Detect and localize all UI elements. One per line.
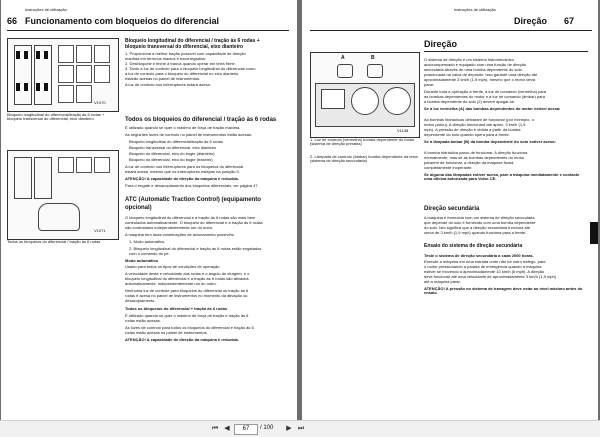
thumb-index-tab: [590, 222, 598, 244]
text-line: Bloqueio do diferencial, eixo do bogie (dianteiro): [129, 151, 215, 156]
text-line: estarão acesas no painel de instrumentos.: [125, 76, 201, 81]
text-line: controlados automaticamente. O bloqueio do diferencial e a tração às 6 rodas: [125, 220, 263, 225]
text-line: dependente do solo quando opera para a frente.: [424, 132, 510, 137]
text-line: rodas estão acesas.: [125, 318, 161, 323]
text-line: 1. Modo automático.: [129, 239, 166, 244]
text-line: do solo. Isto significa que a direção secundária funciona até: [424, 225, 531, 230]
text-line: É utilizado quando se quer o máximo de força de tração e tração às 6: [125, 313, 249, 318]
figure-label: V1138: [397, 128, 409, 133]
figure-label: V1070: [94, 100, 106, 105]
wheel-mark: [24, 83, 28, 91]
text-line: automaticamente, independentemente um do outro.: [125, 281, 217, 286]
text-line: A máquina tem duas combinações de acionamento possíveis:: [125, 232, 235, 237]
sec1-heading-line1: Bloqueio longitudinal do diferencial / tração às 6 rodas +: [125, 38, 260, 44]
text-line: pararem de funcionar, a direção da máquina ficará: [424, 160, 514, 165]
switch-panel-cell: [94, 45, 110, 63]
warning-brake-pressure: ATENÇÃO! A pressão no sistema de travagem deve estar ao nível máximo antes do ensaio.: [424, 286, 583, 296]
indicator-lamp-group: [321, 89, 345, 109]
steering-dashboard-figure: [310, 52, 420, 138]
sec1-heading-line2: bloqueio transversal do diferencial, eixo dianteiro: [125, 44, 244, 50]
first-page-icon[interactable]: ⏮: [211, 425, 219, 432]
text-line: Todos os bloqueios do diferencial + tração às 6 rodas: [125, 306, 228, 311]
text-line: estiver se movendo a aproximadamente 10 km/h (6 mph). A direção: [424, 269, 545, 274]
text-line: O bloqueio longitudinal do diferencial e a tração às 6 rodas são mais bem: [125, 215, 256, 220]
secondary-steering-heading: Direção secundária: [424, 206, 480, 212]
switch-panel-cell: [94, 157, 110, 173]
warning-stop-machine: Se alguma das lâmpadas estiver acesa, pare a máquina imediatamente e contacte uma oficina autorizada para Volvo CE.: [424, 172, 580, 182]
text-line: parar.: [424, 82, 435, 87]
left-page-title: Funcionamento com bloqueios do diferencial: [25, 16, 220, 26]
text-line: Nenhuma luz de controle para bloqueios do diferencial ou tração às 6: [125, 288, 249, 293]
title-rule: [424, 51, 588, 52]
right-page-number: 67: [564, 16, 575, 26]
text-line: o motor pressionando a parada de emergência quando a máquina: [424, 264, 542, 269]
figure-callout-b: B: [371, 55, 375, 61]
sec2-heading: Todos os bloqueios do diferencial / tração às 6 rodas: [125, 117, 277, 123]
atc-heading-line2: opcional): [125, 205, 152, 211]
text-line: 2. Bloqueio longitudinal do diferencial e tração às 6 rodas estão engatados: [129, 246, 262, 251]
right-page: [302, 0, 598, 420]
text-line: Execute a máquina em uma estrada onde não há outro tráfego, pare: [424, 259, 546, 264]
text-line: Usado para todos os tipos de condições de operação: [125, 264, 220, 269]
text-line: que depende do solo é fornecido com uma bomba dependente: [424, 220, 536, 225]
left-header-rule: [7, 30, 289, 31]
diff-lock-figure-2: [7, 150, 119, 240]
switch-panel-cell: [76, 85, 92, 103]
figure-label: V1071: [94, 228, 106, 233]
switch-panel-cell: [76, 157, 92, 173]
warning-amber-lamp: Se a lâmpada âmbar (B) da bomba dependente do solo estiver acesa:: [424, 139, 556, 144]
text-line: a luz de controlo para o bloqueio do diferencial no eixo dianteiro: [125, 71, 239, 76]
warning-text: ATENÇÃO! A capacidade de direção da máquina é reduzida.: [125, 176, 239, 181]
text-line: a bomba dependente do solo (2) devem apagar-se.: [424, 99, 516, 104]
text-line: Para o engate e desacoplamento dos bloqueios diferenciais, ver página 47.: [125, 183, 259, 188]
wheel-mark: [44, 83, 48, 91]
left-page: [1, 0, 297, 420]
text-line: rodas é acesa no painel de instrumentos no momento da ativação ou: [125, 293, 248, 298]
text-line: A máquina é fornecida com um sistema de direção secundária: [424, 215, 535, 220]
left-header-small: Instruções de utilização: [25, 7, 67, 12]
warning-red-lamp: Se a luz vermelha (A) das bombas dependentes do motor estiver acesa:: [424, 106, 561, 111]
text-line: Bloqueio transversal do diferencial, eixo dianteiro: [129, 145, 217, 150]
steering-warning-icon-amber: [367, 64, 383, 78]
text-line: até a máquina parar.: [424, 279, 461, 284]
text-line: autocompensado e equipado com uma função de direção: [424, 62, 527, 67]
text-line: posicionada na caixa de depósito. Isso garante uma direção até: [424, 72, 538, 77]
diff-lock-figure-1: [7, 38, 119, 112]
text-line: estará acesa, mesmo que os interruptores estejam na posição 0.: [125, 169, 240, 174]
text-line: O sistema de direção é um sistema hidromecânico: [424, 57, 514, 62]
steering-warning-icon-red: [337, 64, 353, 78]
figure-2-caption: Todos os bloqueios do diferencial / tração às 6 rodas: [7, 239, 101, 244]
warning-text: ATENÇÃO! A capacidade de direção da máquina é reduzida.: [125, 337, 239, 342]
page-total: / 100: [260, 425, 274, 431]
pdf-navigation-toolbar: [0, 420, 600, 437]
text-line: as bombas dependentes do motor e a luz de comando (âmbar) para: [424, 94, 545, 99]
text-line: As luzes de controlo para todos os bloqueios do diferencial e tração às 6: [125, 325, 254, 330]
vehicle-outline-3: [14, 157, 32, 199]
right-header-title: Direção: [514, 16, 548, 26]
text-line: com o comando do pé.: [129, 251, 170, 256]
switch-panel-cell: [76, 65, 92, 83]
switch-panel-cell: [94, 65, 110, 83]
wheel-mark: [16, 83, 20, 91]
text-line: motor parou). A direção funcionará até aprox. 3 km/h (1,9: [424, 122, 526, 127]
atc-heading-line1: ATC (Automatic Traction Control) (equipamento: [125, 197, 261, 203]
text-line: desacoplamento.: [125, 298, 156, 303]
text-line: são controlados independentemente um do outro.: [125, 225, 214, 230]
wheel-mark: [36, 83, 40, 91]
switch-panel-cell: [58, 45, 74, 63]
text-line: É utilizado quando se quer o máximo de força de tração máxima.: [125, 125, 241, 130]
wheel-mark: [24, 51, 28, 59]
text-line: Teste o sistema de direção secundária a cada 2000 horas.: [424, 253, 534, 258]
next-page-icon[interactable]: ▶: [286, 425, 292, 432]
wheel-mark: [36, 51, 40, 59]
text-line: rodas estão acesas no painel de instrumentos.: [125, 330, 208, 335]
page-number-value: 67: [242, 426, 250, 432]
right-page-title: Direção: [424, 39, 458, 49]
text-line: A luz de controlo nos interruptores estará acesa.: [125, 82, 211, 87]
text-line: As seguintes luzes de controlo no painel de instrumentos estão acesas:: [125, 132, 252, 137]
test-heading: Ensaio do sistema de direção secundária: [424, 243, 523, 249]
wheel-mark: [16, 51, 20, 59]
text-line: mph). A pressão de direção é obtida a partir da bomba: [424, 127, 521, 132]
figure-1-caption: Bloqueio longitudinal do diferencial/tração às 6 rodas + bloqueio transversal do diferencial, eixo dianteiro: [7, 112, 105, 122]
switch-panel-cell: [58, 157, 74, 173]
text-line: 3. Tanto a luz de controlo para o bloqueio longitudinal do diferencial como: [125, 66, 256, 71]
text-line: bloqueio longitudinal do diferencial e a tração às 6 rodas são ativados: [125, 276, 249, 281]
text-line: Modo automático: [125, 258, 159, 263]
text-line: cerca de 3 km/h (1,9 mph) quando funciona para a frente.: [424, 230, 527, 235]
switch-panel-cell: [58, 65, 74, 83]
right-header-rule: [310, 30, 592, 31]
right-header-small: Instruções de utilização: [454, 7, 496, 12]
text-line: 2. Desbloqueie e feche a tranca quando operar em terra firme.: [125, 61, 236, 66]
previous-page-icon[interactable]: ◀: [224, 425, 230, 432]
text-line: Bloqueio longitudinal do diferencial/tração às 6 rodas: [129, 139, 223, 144]
figure-callout-a: A: [341, 55, 345, 61]
text-line: secundária através de uma bomba dependente do solo: [424, 67, 522, 72]
figure-caption-1: 1. Luz de controlo (vermelha) bomba dependente do motor (sistema de direção primária): [310, 137, 415, 147]
text-line: Durante toda a operação à frente, a luz de comando (vermelha) para: [424, 89, 547, 94]
left-page-number: 66: [7, 16, 18, 26]
text-line: mantida em terrenos macios e escorregadios.: [125, 56, 207, 61]
text-line: completamente inoperante.: [424, 165, 473, 170]
page-number-input[interactable]: [234, 424, 258, 435]
gauge-dial: [383, 87, 411, 115]
text-line: A bomba hidráulica parou de funcionar. A direção funciona: [424, 150, 528, 155]
text-line: aproximadamente 3 km/h (1,9 mph), mesmo que o motor deva: [424, 77, 535, 82]
switch-panel-cell: [58, 85, 74, 103]
text-line: As bombas hidráulicas deixaram de funcionar (por exemplo, o: [424, 117, 534, 122]
vehicle-outline-4: [34, 157, 52, 199]
text-line: 1. Proporciona a melhor tração possível com capacidade de direção: [125, 51, 246, 56]
text-line: deve funcionar até uma velocidade de aproximadamente 3 km/h (1,9 mph): [424, 274, 557, 279]
text-line: A velocidade desta e velocidade das rodas e o ângulo de viragem, e o: [125, 271, 250, 276]
text-line: A luz de controlo nos interruptores para os bloqueios do diferencial: [125, 164, 244, 169]
text-line: Bloqueio do diferencial, eixo do bogie (traseiro): [129, 157, 213, 162]
wheel-mark: [44, 51, 48, 59]
foot-pedal-drawing: [38, 203, 80, 231]
gauge-dial: [351, 87, 379, 115]
text-line: normalmente, mas se as bombas dependentes do motor: [424, 155, 525, 160]
last-page-icon[interactable]: ⏭: [297, 425, 305, 432]
figure-caption-2: 2. Lâmpada de controlo (âmbar) bomba dependente da terra (sistema de direção secundária): [310, 154, 418, 164]
switch-panel-cell: [76, 45, 92, 63]
